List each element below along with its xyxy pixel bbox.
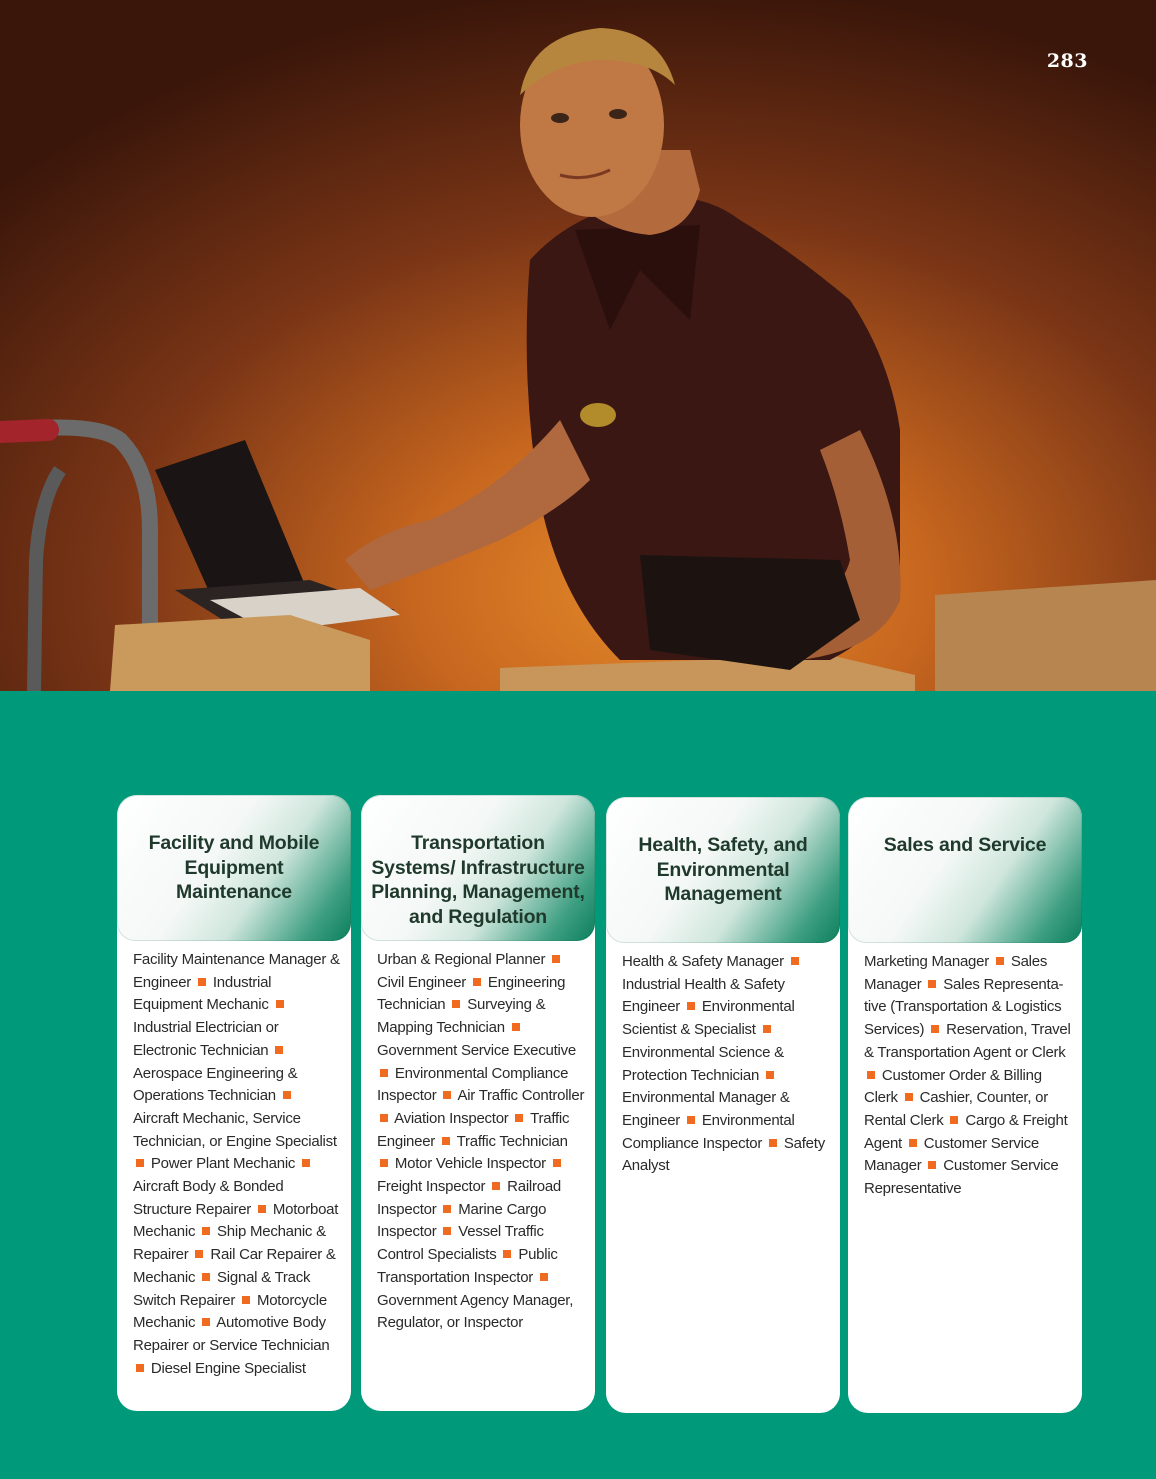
list-item: Customer Order & Billing Clerk (864, 1066, 1042, 1107)
separator-icon (242, 1296, 250, 1304)
list-item: Sales Manager (864, 953, 1048, 993)
card-header (848, 797, 1082, 943)
page-number: 283 (1046, 50, 1088, 72)
list-item: Marketing Manager (864, 953, 989, 970)
list-item: Ship Mechanic & Repairer (133, 1223, 326, 1264)
separator-icon (136, 1159, 144, 1167)
separator-icon (996, 957, 1004, 965)
list-item: Environmental Scientist & Specialist (622, 998, 795, 1039)
list-item: Environmental Manager & Engineer (622, 1089, 790, 1129)
list-item: Aviation Inspector (394, 1109, 509, 1127)
list-item: Urban & Regional Planner (377, 951, 546, 968)
separator-icon (380, 1114, 388, 1122)
list-item: Railroad Inspector (377, 1178, 562, 1218)
separator-icon (202, 1227, 210, 1235)
separator-icon (276, 1000, 284, 1008)
separator-icon (540, 1273, 548, 1281)
list-item: Government Service Executive (377, 1041, 576, 1059)
list-item: Motorcycle Mechanic (133, 1291, 327, 1332)
separator-icon (443, 1205, 451, 1213)
list-item: Automotive Body Repairer or Service Technician (133, 1314, 330, 1354)
card-body (133, 949, 341, 1380)
separator-icon (553, 1159, 561, 1167)
list-item: Safety Analyst (622, 1134, 825, 1175)
list-item: Signal & Track Switch Repairer (133, 1268, 311, 1309)
career-card-health-safety (606, 797, 840, 1413)
card-title: Health, Safety, and Environmental Management (638, 834, 808, 905)
list-item: Industrial Health & Safety Engineer (622, 975, 785, 1016)
list-item: Aerospace Engineering & Operations Technician (133, 1064, 298, 1105)
list-item: Environmental Compliance Inspector (377, 1064, 569, 1105)
list-item: Industrial Equipment Mechanic (133, 973, 272, 1014)
separator-icon (302, 1159, 310, 1167)
list-item: Freight Inspector (377, 1178, 486, 1196)
separator-icon (202, 1273, 210, 1281)
list-item: Sales Representa- tive (Transportation & Logistics Services) (864, 975, 1064, 1039)
career-card-transportation-planning (361, 795, 595, 1411)
card-header (117, 795, 351, 941)
list-item: Engineering Technician (377, 973, 566, 1014)
separator-icon (473, 978, 481, 986)
card-body (622, 951, 830, 1178)
list-item: Facility Maintenance Manager & Engineer (133, 951, 340, 991)
list-item: Cashier, Counter, or Rental Clerk (864, 1089, 1049, 1129)
list-item: Cargo & Freight Agent (864, 1111, 1068, 1152)
photo-icon (0, 0, 1156, 691)
separator-icon (928, 1161, 936, 1169)
list-item: Environmental Science & Protection Technician (622, 1043, 784, 1084)
separator-icon (452, 1000, 460, 1008)
list-item: Reservation, Travel & Transportation Agent or Clerk (864, 1021, 1071, 1061)
separator-icon (198, 978, 206, 986)
separator-icon (552, 955, 560, 963)
separator-icon (443, 1091, 451, 1099)
separator-icon (515, 1114, 523, 1122)
separator-icon (867, 1071, 875, 1079)
separator-icon (136, 1364, 144, 1372)
separator-icon (492, 1182, 500, 1190)
header-photo (0, 0, 1156, 691)
card-header (606, 797, 840, 943)
list-item: Diesel Engine Specialist (150, 1359, 306, 1377)
separator-icon (380, 1069, 388, 1077)
list-item: Public Transportation Inspector (377, 1246, 558, 1286)
separator-icon (769, 1139, 777, 1147)
separator-icon (275, 1046, 283, 1054)
separator-icon (442, 1137, 450, 1145)
card-body (864, 951, 1072, 1201)
separator-icon (512, 1023, 520, 1031)
list-item: Power Plant Mechanic (150, 1155, 296, 1173)
separator-icon (791, 957, 799, 965)
card-body (377, 949, 585, 1335)
separator-icon (766, 1071, 774, 1079)
list-item: Traffic Technician (456, 1132, 568, 1150)
separator-icon (931, 1025, 939, 1033)
list-item: Aircraft Mechanic, Service Technician, or Engine Specialist (133, 1109, 337, 1150)
card-title: Sales and Service (883, 834, 1047, 856)
list-item: Vessel Traffic Control Specialists (377, 1223, 544, 1264)
list-item: Industrial Electrician or Electronic Technician (133, 1019, 279, 1059)
card-header (361, 795, 595, 941)
separator-icon (950, 1116, 958, 1124)
separator-icon (905, 1093, 913, 1101)
list-item: Government Agency Manager, Regulator, or Inspector (377, 1291, 574, 1332)
separator-icon (202, 1318, 210, 1326)
list-item: Aircraft Body & Bonded Structure Repairer (133, 1178, 284, 1218)
separator-icon (258, 1205, 266, 1213)
separator-icon (283, 1091, 291, 1099)
separator-icon (503, 1250, 511, 1258)
card-title: Transportation Systems/ Infrastructure Planning, Management, and Regulation (371, 832, 585, 928)
list-item: Customer Service Manager (864, 1134, 1039, 1175)
list-item: Civil Engineer (377, 973, 467, 991)
list-item: Motorboat Mechanic (133, 1200, 339, 1241)
separator-icon (763, 1025, 771, 1033)
separator-icon (687, 1116, 695, 1124)
list-item: Motor Vehicle Inspector (394, 1155, 546, 1173)
separator-icon (443, 1227, 451, 1235)
list-item: Customer Service Representative (864, 1157, 1059, 1198)
separator-icon (928, 980, 936, 988)
list-item: Marine Cargo Inspector (377, 1200, 547, 1241)
list-item: Health & Safety Manager (622, 953, 784, 970)
list-item: Environmental Compliance Inspector (622, 1111, 795, 1152)
separator-icon (380, 1159, 388, 1167)
list-item: Rail Car Repairer & Mechanic (133, 1246, 336, 1286)
career-card-facility (117, 795, 351, 1411)
list-item: Traffic Engineer (377, 1109, 570, 1150)
separator-icon (195, 1250, 203, 1258)
list-item: Surveying & Mapping Technician (377, 996, 546, 1037)
card-title: Facility and Mobile Equipment Maintenance (148, 832, 320, 903)
separator-icon (687, 1002, 695, 1010)
list-item: Air Traffic Controller (457, 1087, 585, 1105)
career-card-sales-service (848, 797, 1082, 1413)
separator-icon (909, 1139, 917, 1147)
